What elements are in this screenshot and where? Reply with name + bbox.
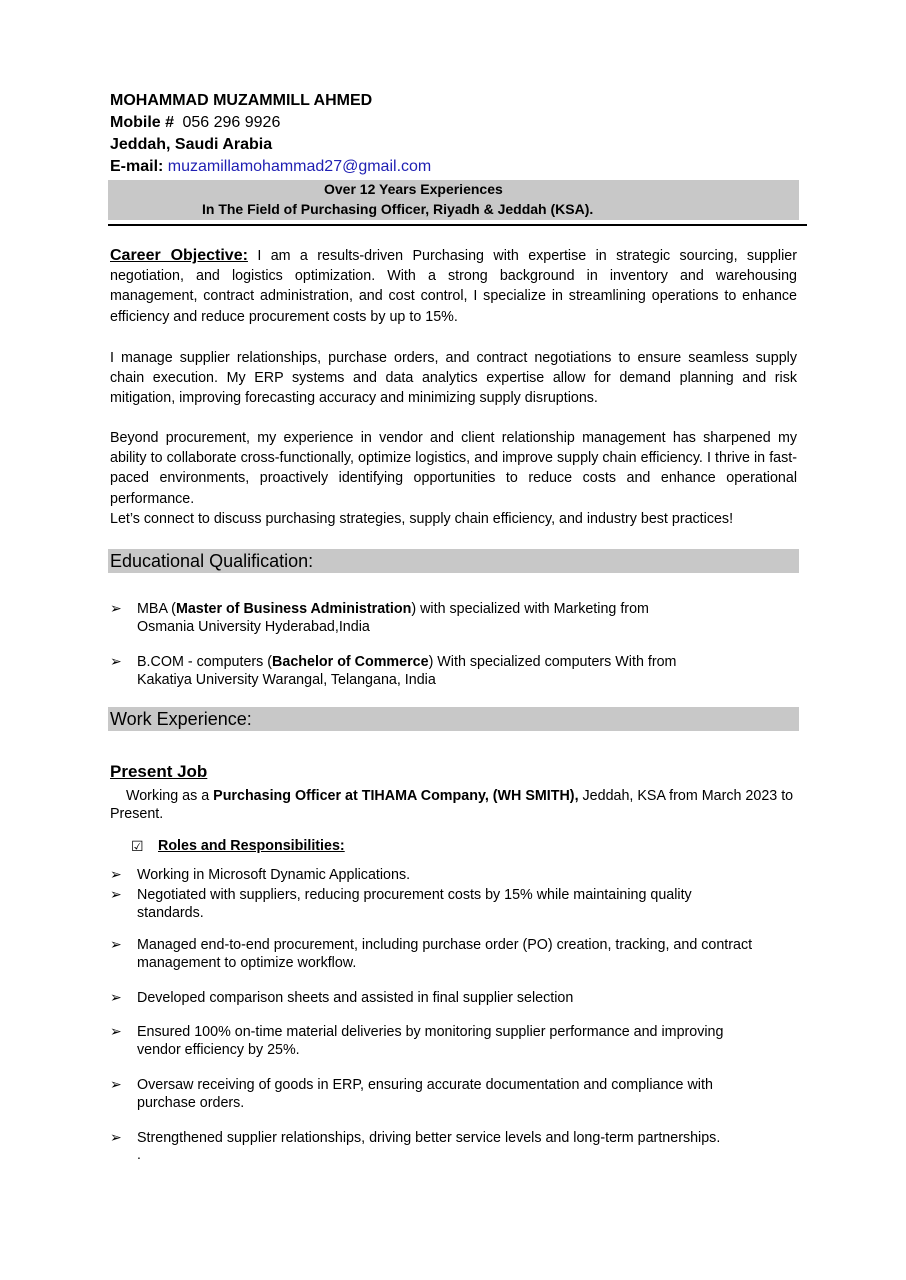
responsibility-item: Strengthened supplier relationships, driving better service levels and long-term partnerships.	[137, 1130, 721, 1146]
intro-employer: Purchasing Officer at TIHAMA Company, (WH SMITH),	[213, 788, 579, 804]
experience-years: Over 12 Years Experiences	[324, 181, 503, 197]
email-label: E-mail:	[110, 158, 164, 175]
arrow-bullet-icon: ➢	[110, 653, 122, 669]
responsibility-item: Managed end-to-end procurement, including purchase order (PO) creation, tracking, and contract management to optimize workflow.	[137, 937, 753, 971]
objective-text-1: I am a results-driven Purchasing with expertise in strategic sourcing, supplier negotiation, and logistics optimization. With a strong background in inventory and warehousing management, contract administration, and cost control, I specialize in streamlining operations to enhance efficiency and reduce procurement costs by up to 15%.	[110, 248, 797, 325]
arrow-bullet-icon: ➢	[110, 1076, 122, 1092]
arrow-bullet-icon: ➢	[110, 1129, 122, 1145]
responsibility-item: Oversaw receiving of goods in ERP, ensuring accurate documentation and compliance with purchase orders.	[137, 1077, 713, 1111]
email-link[interactable]: muzamillamohammad27@gmail.com	[167, 158, 432, 175]
objective-paragraph-1	[110, 246, 797, 327]
education-item-bcom	[137, 653, 807, 689]
arrow-bullet-icon: ➢	[110, 1023, 122, 1039]
mba-prefix: MBA (	[137, 601, 176, 617]
arrow-bullet-icon: ➢	[110, 989, 122, 1005]
mobile-value: 056 296 9926	[182, 114, 281, 131]
responsibility-item: Developed comparison sheets and assisted in final supplier selection	[137, 990, 574, 1006]
bcom-university: Kakatiya University Warangal, Telangana, India	[137, 672, 436, 688]
objective-paragraph-4: Let’s connect to discuss purchasing strategies, supply chain efficiency, and industry best practices!	[110, 511, 734, 527]
present-job-intro	[110, 787, 797, 823]
mba-university: Osmania University Hyderabad,India	[137, 619, 370, 635]
arrow-bullet-icon: ➢	[110, 866, 122, 882]
roles-heading: Roles and Responsibilities:	[158, 838, 345, 854]
mobile-line	[110, 114, 280, 132]
experience-field: In The Field of Purchasing Officer, Riyadh & Jeddah (KSA).	[202, 201, 594, 217]
education-title: Educational Qualification:	[110, 551, 314, 571]
header-divider	[108, 224, 807, 226]
intro-prefix: Working as a	[126, 788, 214, 804]
trailing-dot: .	[137, 1146, 141, 1162]
objective-paragraph-3: Beyond procurement, my experience in vendor and client relationship management has sharpened my ability to collaborate cross-functionally, optimize logistics, and improve supply chain efficiency. I thrive in fast-paced environments, proactively identifying opportunities to reduce costs and enhance operational performance.	[110, 430, 797, 507]
location: Jeddah, Saudi Arabia	[110, 136, 273, 153]
bcom-suffix: ) With specialized computers With from	[428, 654, 677, 670]
checkbox-checked-icon: ☑	[131, 838, 144, 854]
bcom-degree: Bachelor of Commerce	[272, 654, 429, 670]
intro-suffix: Jeddah, KSA from March 2023 to Present.	[110, 788, 794, 822]
experience-banner	[108, 180, 799, 220]
arrow-bullet-icon: ➢	[110, 936, 122, 952]
responsibility-item: Working in Microsoft Dynamic Applications.	[137, 867, 411, 883]
work-section-header	[108, 707, 799, 731]
education-section-header	[108, 549, 799, 573]
candidate-name: MOHAMMAD MUZAMMILL AHMED	[110, 92, 373, 109]
mba-degree: Master of Business Administration	[175, 601, 412, 617]
email-line	[110, 158, 431, 176]
objective-label: Career Objective:	[110, 247, 248, 264]
work-title: Work Experience:	[110, 709, 252, 729]
education-item-mba	[137, 600, 807, 636]
mba-suffix: ) with specialized with Marketing from	[411, 601, 649, 617]
present-job-heading: Present Job	[110, 762, 208, 781]
responsibility-item: Negotiated with suppliers, reducing procurement costs by 15% while maintaining quality standards.	[137, 887, 692, 921]
responsibility-item: Ensured 100% on-time material deliveries by monitoring supplier performance and improving vendor efficiency by 25%.	[137, 1024, 724, 1058]
bcom-prefix: B.COM - computers (	[137, 654, 273, 670]
arrow-bullet-icon: ➢	[110, 886, 122, 902]
mobile-label: Mobile #	[110, 114, 175, 131]
objective-paragraph-2: I manage supplier relationships, purchase orders, and contract negotiations to ensure seamless supply chain execution. My ERP systems and data analytics expertise allow for demand planning and risk mitigation, improving forecasting accuracy and minimizing supply disruptions.	[110, 350, 797, 407]
arrow-bullet-icon: ➢	[110, 600, 122, 616]
